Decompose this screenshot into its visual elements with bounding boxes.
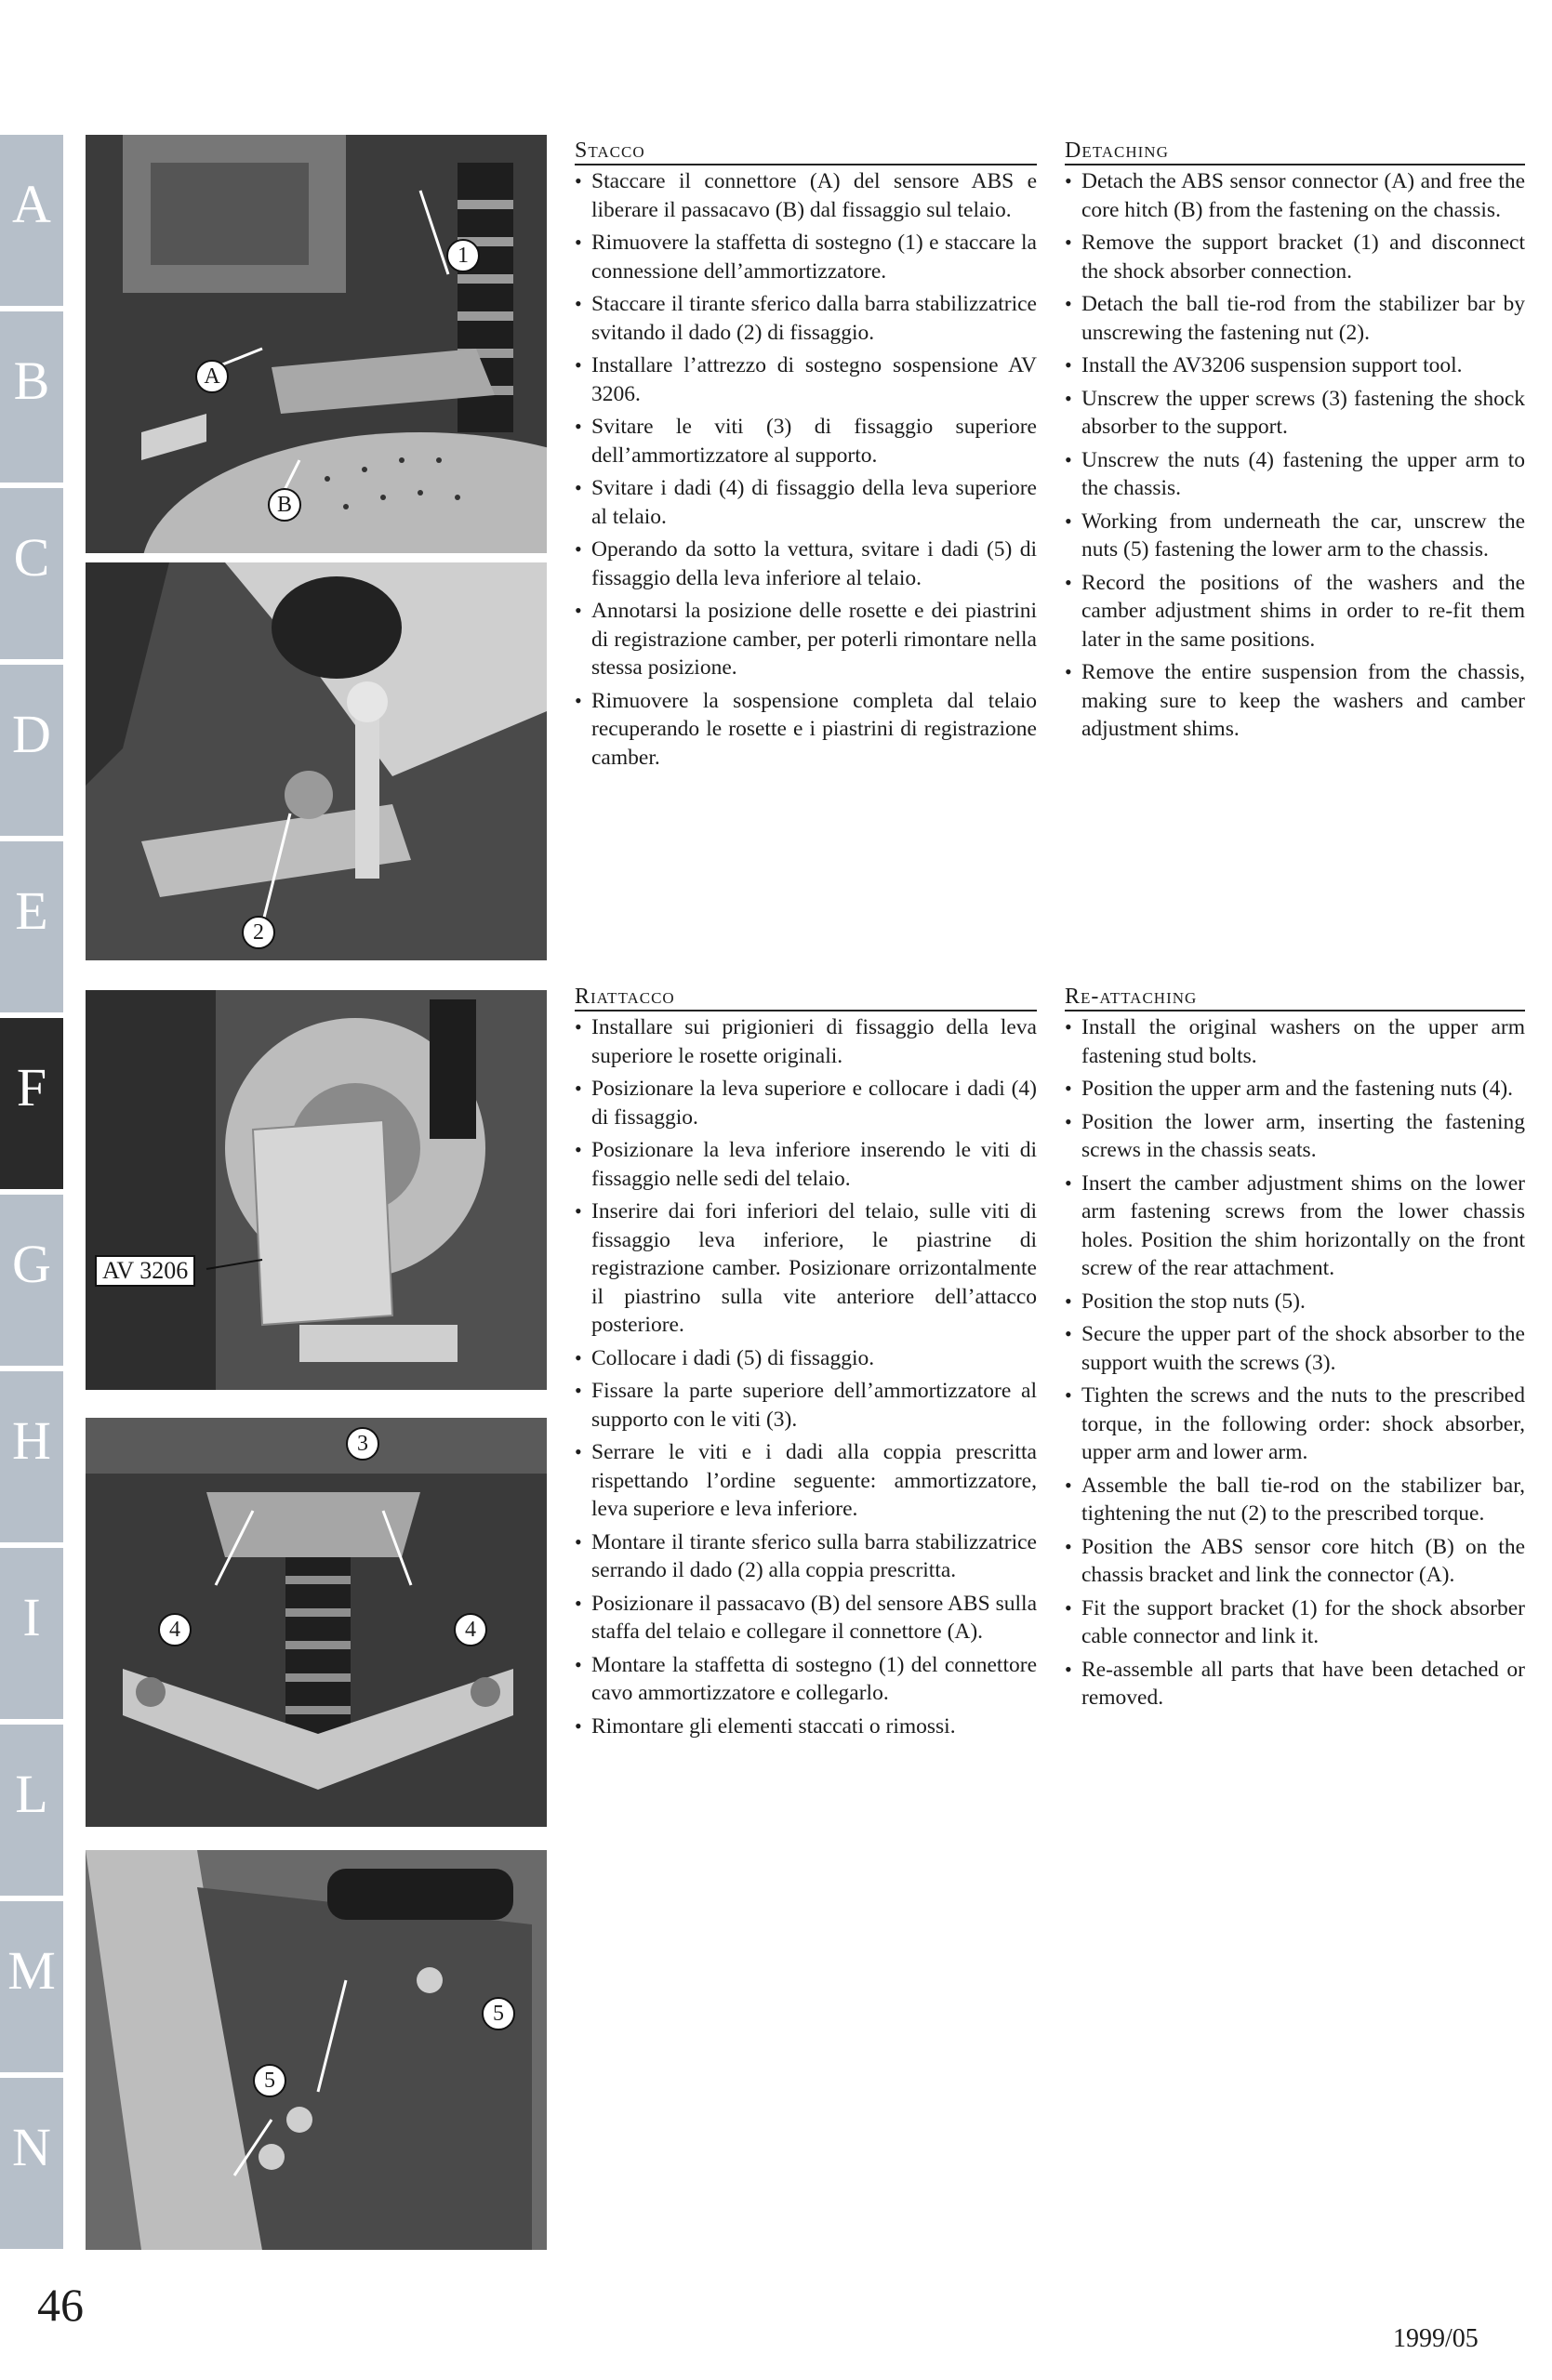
section-tabs	[0, 135, 63, 2254]
callout-3: 3	[346, 1427, 379, 1461]
photo-tie-rod	[86, 562, 547, 960]
section-tab-l[interactable]	[0, 1725, 63, 1896]
reattaching-italian	[575, 984, 1037, 1745]
tab-label: C	[13, 526, 50, 588]
tab-label: H	[12, 1409, 51, 1471]
tab-label: E	[15, 879, 48, 941]
section-tab-f[interactable]	[0, 1018, 63, 1189]
list-item: • Install the original washers on the upper arm fastening stud bolts.	[1065, 1013, 1525, 1070]
section-tab-c[interactable]	[0, 488, 63, 659]
section-heading: Riattacco	[575, 984, 1037, 1012]
list-item: • Remove the entire suspension from the chassis, making sure to keep the washers and camber adjustment shims.	[1065, 658, 1525, 744]
list-item: • Position the lower arm, inserting the fastening screws in the chassis seats.	[1065, 1108, 1525, 1165]
list-item: • Rimuovere la sospensione completa dal telaio recuperando le rosette e i piastrini di registrazione camber.	[575, 687, 1037, 773]
figure-tie-rod	[86, 562, 547, 960]
list-item: • Assemble the ball tie-rod on the stabilizer bar, tightening the nut (2) to the prescribed torque.	[1065, 1472, 1525, 1528]
section-tab-n[interactable]	[0, 2078, 63, 2249]
callout-5-lower: 5	[253, 2064, 286, 2097]
tab-label: G	[12, 1233, 51, 1294]
list-item: • Svitare le viti (3) di fissaggio superiore dell’ammortizzatore al supporto.	[575, 413, 1037, 469]
tab-label: D	[12, 703, 51, 764]
list-item: • Fit the support bracket (1) for the shock absorber cable connector and link it.	[1065, 1594, 1525, 1651]
detaching-english	[1065, 138, 1525, 748]
figure-support-tool	[86, 990, 547, 1390]
list-item: • Re-assemble all parts that have been detached or removed.	[1065, 1656, 1525, 1712]
page-number: 46	[37, 2279, 84, 2331]
list-item: • Position the upper arm and the fastening nuts (4).	[1065, 1075, 1525, 1104]
list-item: • Installare l’attrezzo di sostegno sospensione AV 3206.	[575, 351, 1037, 408]
list-item: • Position the ABS sensor core hitch (B) on the chassis bracket and link the connector (A).	[1065, 1533, 1525, 1590]
section-tab-h[interactable]	[0, 1371, 63, 1542]
instruction-list	[1065, 1013, 1525, 1712]
callout-4-left: 4	[158, 1613, 192, 1646]
list-item: • Tighten the screws and the nuts to the prescribed torque, in the following order: shock absorber, upper arm and lower arm.	[1065, 1382, 1525, 1467]
tab-label: F	[16, 1056, 47, 1117]
section-tab-b[interactable]	[0, 311, 63, 483]
list-item: • Record the positions of the washers and the camber adjustment shims in order to re-fit them later in the same positions.	[1065, 569, 1525, 654]
section-tab-i[interactable]	[0, 1548, 63, 1719]
tab-label: L	[15, 1763, 48, 1824]
list-item: • Posizionare la leva superiore e collocare i dadi (4) di fissaggio.	[575, 1075, 1037, 1131]
section-tab-d[interactable]	[0, 665, 63, 836]
tool-label-av3206: AV 3206	[95, 1255, 195, 1287]
list-item: • Detach the ABS sensor connector (A) and free the core hitch (B) from the fastening on the chassis.	[1065, 167, 1525, 224]
callout-5-upper: 5	[482, 1997, 515, 2030]
list-item: • Position the stop nuts (5).	[1065, 1288, 1525, 1316]
section-tab-e[interactable]	[0, 841, 63, 1012]
callout-a: A	[195, 360, 229, 393]
list-item: • Install the AV3206 suspension support tool.	[1065, 351, 1525, 380]
list-item: • Inserire dai fori inferiori del telaio, sulle viti di fissaggio leva inferiore, le piastrine di registrazione camber. Posizionare orrizontalmente il piastrino sulla vite anteriore dell’attacco posteriore.	[575, 1197, 1037, 1340]
instruction-list	[1065, 167, 1525, 744]
list-item: • Detach the ball tie-rod from the stabilizer bar by unscrewing the fastening nut (2).	[1065, 290, 1525, 347]
list-item: • Operando da sotto la vettura, svitare i dadi (5) di fissaggio della leva inferiore al telaio.	[575, 536, 1037, 592]
callout-b: B	[268, 488, 301, 522]
list-item: • Unscrew the nuts (4) fastening the upper arm to the chassis.	[1065, 446, 1525, 503]
callout-2: 2	[242, 916, 275, 949]
instruction-list	[575, 1013, 1037, 1740]
list-item: • Secure the upper part of the shock absorber to the support wuith the screws (3).	[1065, 1320, 1525, 1377]
list-item: • Working from underneath the car, unscrew the nuts (5) fastening the lower arm to the chassis.	[1065, 508, 1525, 564]
list-item: • Posizionare la leva inferiore inserendo le viti di fissaggio nelle sedi del telaio.	[575, 1136, 1037, 1193]
list-item: • Rimuovere la staffetta di sostegno (1) e staccare la connessione dell’ammortizzatore.	[575, 229, 1037, 285]
tab-label: B	[13, 350, 50, 411]
list-item: • Montare il tirante sferico sulla barra stabilizzatrice serrando il dado (2) alla coppia prescritta.	[575, 1528, 1037, 1585]
callout-4-right: 4	[454, 1613, 487, 1646]
detaching-italian	[575, 138, 1037, 776]
section-heading: Re-attaching	[1065, 984, 1525, 1012]
list-item: • Unscrew the upper screws (3) fastening the shock absorber to the support.	[1065, 385, 1525, 442]
list-item: • Posizionare il passacavo (B) del sensore ABS sulla staffa del telaio e collegare il connettore (A).	[575, 1590, 1037, 1646]
photo-support-tool	[86, 990, 547, 1390]
list-item: • Rimontare gli elementi staccati o rimossi.	[575, 1712, 1037, 1741]
figure-lower-fastenings	[86, 1850, 547, 2250]
list-item: • Fissare la parte superiore dell’ammortizzatore al supporto con le viti (3).	[575, 1377, 1037, 1434]
instruction-list	[575, 167, 1037, 772]
list-item: • Staccare il connettore (A) del sensore ABS e liberare il passacavo (B) dal fissaggio sul telaio.	[575, 167, 1037, 224]
list-item: • Annotarsi la posizione delle rosette e dei piastrini di registrazione camber, per poterli rimontare nella stessa posizione.	[575, 597, 1037, 682]
list-item: • Insert the camber adjustment shims on the lower arm fastening screws from the lower chassis holes. Position the shim horizontally on the front screw of the rear attachment.	[1065, 1170, 1525, 1283]
list-item: • Montare la staffetta di sostegno (1) del connettore cavo ammortizzatore e collegarlo.	[575, 1651, 1037, 1708]
figure-abs-connector	[86, 135, 547, 553]
list-item: • Svitare i dadi (4) di fissaggio della leva superiore al telaio.	[575, 474, 1037, 531]
tab-label: N	[12, 2116, 51, 2177]
section-tab-g[interactable]	[0, 1195, 63, 1366]
list-item: • Serrare le viti e i dadi alla coppia prescritta rispettando l’ordine seguente: ammortizzatore, leva superiore e leva inferiore.	[575, 1438, 1037, 1524]
tab-label: M	[7, 1939, 56, 2001]
list-item: • Remove the support bracket (1) and disconnect the shock absorber connection.	[1065, 229, 1525, 285]
section-tab-a[interactable]	[0, 135, 63, 306]
photo-engine-bay	[86, 135, 547, 553]
section-heading: Stacco	[575, 138, 1037, 165]
list-item: • Installare sui prigionieri di fissaggio della leva superiore le rosette originali.	[575, 1013, 1037, 1070]
reattaching-english	[1065, 984, 1525, 1717]
photo-lower-arm	[86, 1850, 547, 2250]
tab-label: A	[12, 173, 51, 234]
tab-label: I	[22, 1586, 41, 1647]
callout-1: 1	[446, 239, 480, 272]
list-item: • Collocare i dadi (5) di fissaggio.	[575, 1344, 1037, 1373]
section-heading: Detaching	[1065, 138, 1525, 165]
section-tab-m[interactable]	[0, 1901, 63, 2072]
revision-date: 1999/05	[1393, 2324, 1479, 2353]
figure-upper-fastenings	[86, 1418, 547, 1827]
list-item: • Staccare il tirante sferico dalla barra stabilizzatrice svitando il dado (2) di fissaggio.	[575, 290, 1037, 347]
